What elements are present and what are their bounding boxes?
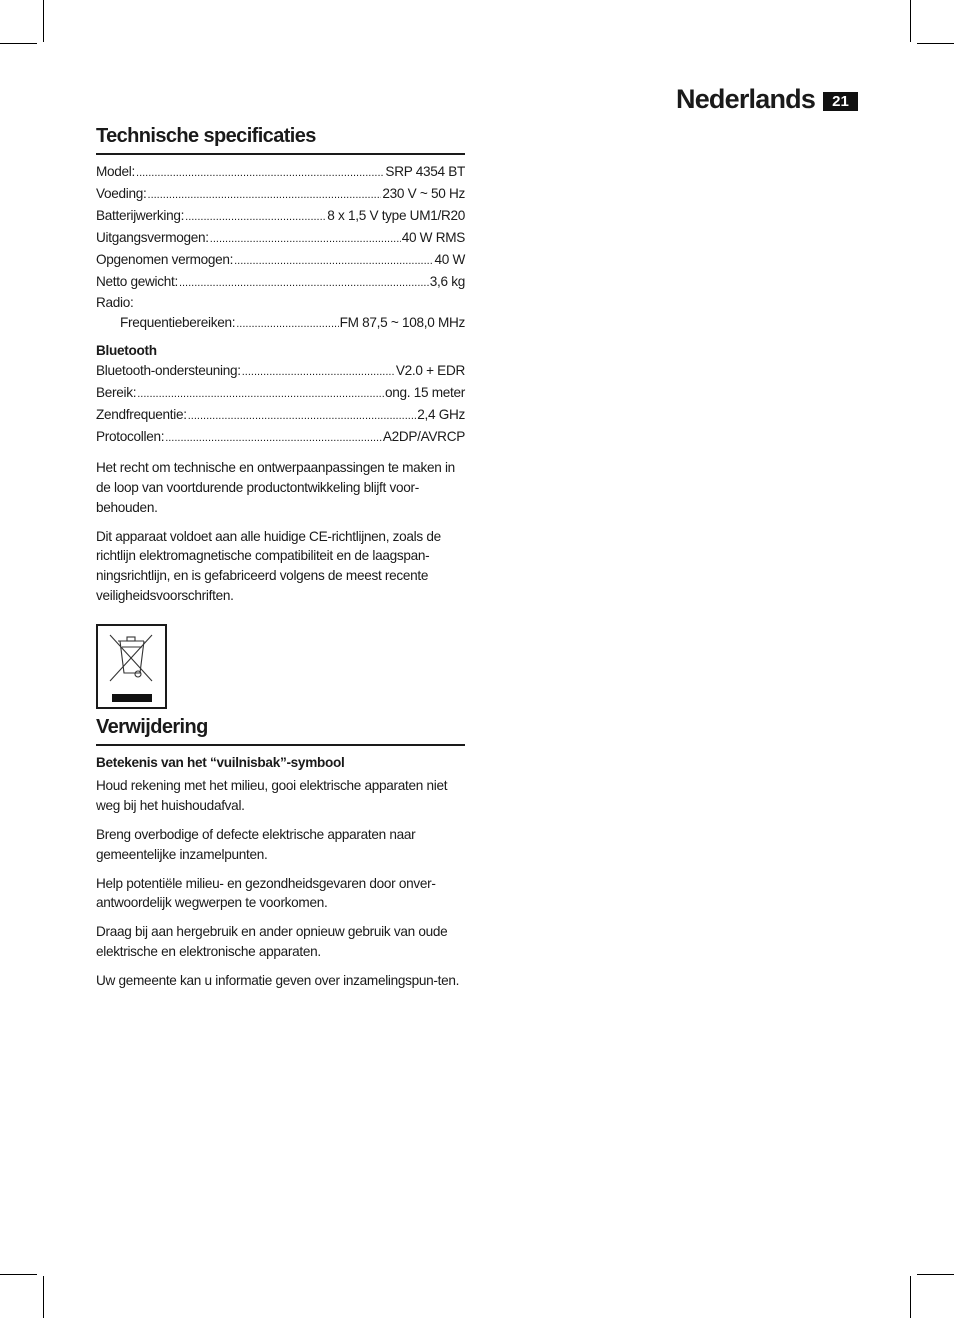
spec-value: 8 x 1,5 V type UM1/R20 xyxy=(327,207,465,223)
spec-row xyxy=(96,162,465,184)
spec-row xyxy=(96,184,465,206)
crop-mark xyxy=(43,1276,44,1318)
specs-section xyxy=(96,123,465,606)
crop-mark xyxy=(0,1274,37,1275)
specs-heading: Technische specificaties xyxy=(96,123,465,155)
bluetooth-spec-list xyxy=(96,361,465,449)
radio-label: Radio: xyxy=(96,295,134,311)
spec-value: FM 87,5 ~ 108,0 MHz xyxy=(339,315,465,331)
spec-label: Protocollen: xyxy=(96,428,165,444)
spec-value: A2DP/AVRCP xyxy=(382,428,465,444)
disposal-paragraph: Breng overbodige of defecte elektrische apparaten naar gemeentelijke inzamelpunten. xyxy=(96,826,416,862)
language-title: Nederlands xyxy=(676,84,816,114)
spec-label: Uitgangsvermogen: xyxy=(96,229,209,245)
spec-label: Zendfrequentie: xyxy=(96,406,187,422)
disposal-paragraph: Houd rekening met het milieu, gooi elektrische apparaten niet weg bij het huishoudafval. xyxy=(96,777,448,813)
crop-mark xyxy=(0,43,37,44)
spec-label: Opgenomen vermogen: xyxy=(96,251,234,267)
spec-row xyxy=(96,361,465,383)
spec-row xyxy=(96,313,465,335)
spec-row xyxy=(96,206,465,228)
spec-row xyxy=(96,427,465,449)
disposal-section xyxy=(96,714,465,991)
paragraph-design-changes: Het recht om technische en ontwerpaanpassingen te maken in de loop van voortdurende productontwikkeling blijft voor-behouden. xyxy=(96,459,455,515)
spec-row xyxy=(96,405,465,427)
disposal-subheading: Betekenis van het “vuilnisbak”-symbool xyxy=(96,755,345,770)
spec-label: Bluetooth-ondersteuning: xyxy=(96,363,241,379)
spec-list xyxy=(96,162,465,335)
crop-mark xyxy=(917,1274,954,1275)
spec-label: Model: xyxy=(96,164,136,179)
bluetooth-heading: Bluetooth xyxy=(96,343,157,359)
spec-label: Frequentiebereiken: xyxy=(120,315,236,331)
disposal-heading: Verwijdering xyxy=(96,714,465,746)
disposal-paragraph: Uw gemeente kan u informatie geven over inzamelingspun-ten. xyxy=(96,973,460,989)
spec-value: 40 W RMS xyxy=(401,229,465,245)
spec-value: 3,6 kg xyxy=(429,273,465,289)
crop-mark xyxy=(910,0,911,42)
paragraph-ce-compliance: Dit apparaat voldoet aan alle huidige CE-richtlijnen, zoals de richtlijn elektromagnetische compatibiliteit en de laagspan-ningsrichtlijn, en is gefabriceerd volgens de meest recente veiligheidsvoorschriften. xyxy=(96,528,441,604)
spec-value: 40 W xyxy=(434,251,465,267)
spec-value: V2.0 + EDR xyxy=(395,363,465,379)
spec-row xyxy=(96,383,465,405)
crop-mark xyxy=(910,1276,911,1318)
disposal-paragraph: Draag bij aan hergebruik en ander opnieuw gebruik van oude elektrische en elektronische apparaten. xyxy=(96,924,448,960)
spec-label: Netto gewicht: xyxy=(96,273,178,289)
spec-value: 2,4 GHz xyxy=(417,406,465,422)
spec-row xyxy=(96,228,465,250)
spec-label: Batterijwerking: xyxy=(96,207,185,223)
spec-value: SRP 4354 BT xyxy=(385,164,465,179)
crossed-out-wheelie-bin-icon xyxy=(96,624,167,709)
spec-row xyxy=(96,250,465,272)
page-number: 21 xyxy=(823,92,858,111)
crop-mark xyxy=(917,43,954,44)
disposal-paragraph: Help potentiële milieu- en gezondheidsgevaren door onver-antwoordelijk wegwerpen te voorkomen. xyxy=(96,875,436,911)
spec-value: 230 V ~ 50 Hz xyxy=(382,185,465,201)
spec-value: ong. 15 meter xyxy=(385,385,465,401)
spec-row xyxy=(96,272,465,294)
crop-mark xyxy=(43,0,44,42)
spec-label: Bereik: xyxy=(96,385,137,401)
spec-label: Voeding: xyxy=(96,185,147,201)
